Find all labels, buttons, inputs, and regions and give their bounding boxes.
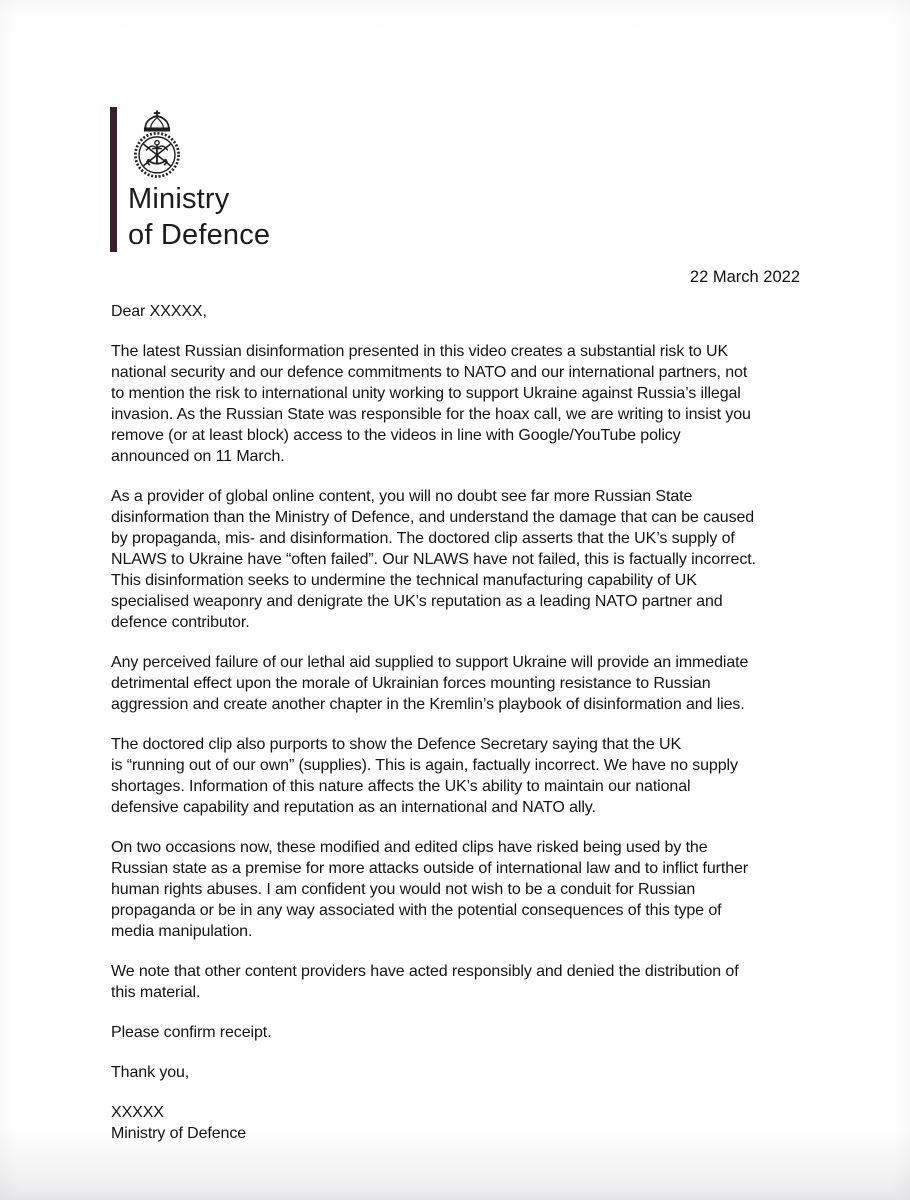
confirm-line: Please confirm receipt. xyxy=(111,1024,272,1041)
paragraph xyxy=(111,837,811,942)
text-line: As a provider of global online content, you will no doubt see far more Russian State xyxy=(111,488,693,505)
letter-body xyxy=(111,301,811,1163)
text-line: by propaganda, mis- and disinformation. The doctored clip asserts that the UK’s supply of xyxy=(111,530,735,547)
paragraph xyxy=(111,734,811,818)
text-line: detrimental effect upon the morale of Ukrainian forces mounting resistance to Russian xyxy=(111,675,711,692)
paragraph xyxy=(111,486,811,633)
text-line: is “running out of our own” (supplies). This is again, factually incorrect. We have no supply xyxy=(111,757,738,774)
signature-block xyxy=(111,1102,811,1144)
text-line: We note that other content providers have acted responsibly and denied the distribution of xyxy=(111,963,739,980)
text-line: The latest Russian disinformation presented in this video creates a substantial risk to UK xyxy=(111,343,729,360)
text-line: specialised weaponry and denigrate the UK’s reputation as a leading NATO partner and xyxy=(111,593,723,610)
text-line: to mention the risk to international unity working to support Ukraine against Russia’s illegal xyxy=(111,385,741,402)
org-name xyxy=(128,181,270,253)
text-line: remove (or at least block) access to the videos in line with Google/YouTube policy xyxy=(111,427,681,444)
brand-bar xyxy=(110,107,117,252)
org-name-line1: Ministry xyxy=(128,183,230,215)
text-line: On two occasions now, these modified and edited clips have risked being used by the xyxy=(111,839,708,856)
text-line: Russian state as a premise for more attacks outside of international law and to inflict further xyxy=(111,860,749,877)
mod-crest-icon xyxy=(130,109,184,181)
org-name-line2: of Defence xyxy=(128,219,271,251)
text-line: invasion. As the Russian State was responsible for the hoax call, we are writing to insist you xyxy=(111,406,751,423)
text-line: aggression and create another chapter in the Kremlin’s playbook of disinformation and lies. xyxy=(111,696,745,713)
text-line: defensive capability and reputation as an international and NATO ally. xyxy=(111,799,596,816)
paragraph xyxy=(111,652,811,715)
paragraph xyxy=(111,341,811,467)
text-line: media manipulation. xyxy=(111,923,253,940)
text-line: human rights abuses. I am confident you would not wish to be a conduit for Russian xyxy=(111,881,696,898)
text-line: This disinformation seeks to undermine the technical manufacturing capability of UK xyxy=(111,572,697,589)
letter-date: 22 March 2022 xyxy=(689,268,800,286)
salutation: Dear XXXXX, xyxy=(111,303,207,320)
text-line: NLAWS to Ukraine have “often failed”. Our NLAWS have not failed, this is factually incorrect. xyxy=(111,551,756,568)
text-line: The doctored clip also purports to show the Defence Secretary saying that the UK xyxy=(111,736,682,753)
paragraphs xyxy=(111,341,811,1003)
signature-name: XXXXX xyxy=(111,1104,164,1121)
text-line: shortages. Information of this nature affects the UK’s ability to maintain our national xyxy=(111,778,691,795)
closing: Thank you, xyxy=(111,1064,190,1081)
text-line: national security and our defence commitments to NATO and our international partners, not xyxy=(111,364,748,381)
text-line: propaganda or be in any way associated with the potential consequences of this type of xyxy=(111,902,722,919)
text-line: this material. xyxy=(111,984,201,1001)
text-line: defence contributor. xyxy=(111,614,250,631)
paragraph xyxy=(111,961,811,1003)
text-line: disinformation than the Ministry of Defence, and understand the damage that can be caused xyxy=(111,509,755,526)
text-line: announced on 11 March. xyxy=(111,448,285,465)
signature-org: Ministry of Defence xyxy=(111,1125,247,1142)
text-line: Any perceived failure of our lethal aid supplied to support Ukraine will provide an immediate xyxy=(111,654,749,671)
